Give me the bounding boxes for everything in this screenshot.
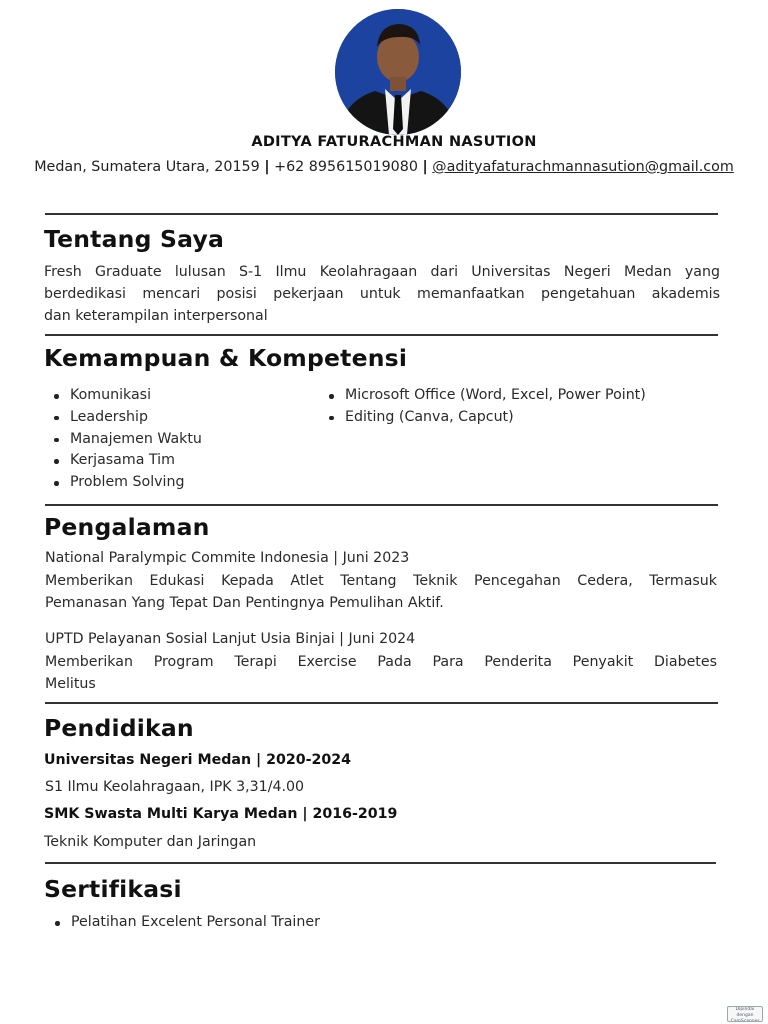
experience-description: [45, 651, 717, 695]
about-line: dan keterampilan interpersonal: [44, 308, 268, 324]
section-divider: [45, 702, 718, 704]
experience-org: UPTD Pelayanan Sosial Lanjut Usia Binjai | Juni 2024: [45, 631, 416, 647]
skill-item: Komunikasi: [45, 385, 202, 407]
section-divider: [45, 213, 718, 215]
certification-list: [46, 912, 320, 934]
section-title-education: Pendidikan: [44, 714, 194, 742]
education-detail: S1 Ilmu Keolahragaan, IPK 3,31/4.00: [45, 779, 305, 795]
section-divider: [45, 504, 718, 506]
separator: |: [422, 159, 428, 175]
section-divider: [45, 334, 718, 336]
about-line: Fresh Graduate lulusan S-1 Ilmu Keolahragaan dari Universitas Negeri Medan yang: [44, 264, 720, 280]
about-line: berdedikasi mencari posisi pekerjaan untuk memanfaatkan pengetahuan akademis: [44, 286, 720, 302]
watermark-line: CamScanner: [730, 1019, 760, 1022]
email-link[interactable]: @adityafaturachmannasution@gmail.com: [432, 159, 734, 175]
skill-item: Kerjasama Tim: [45, 450, 202, 472]
section-title-skills: Kemampuan & Kompetensi: [44, 344, 408, 372]
section-title-certification: Sertifikasi: [44, 875, 182, 903]
contact-line: [0, 159, 768, 175]
watermark-line: Dipindai dengan: [735, 1007, 755, 1018]
skill-item: Leadership: [45, 407, 202, 429]
section-title-about: Tentang Saya: [44, 225, 225, 253]
section-divider: [45, 862, 716, 864]
certification-item: Pelatihan Excelent Personal Trainer: [46, 912, 320, 934]
experience-line: Pemanasan Yang Tepat Dan Pentingnya Pemulihan Aktif.: [45, 595, 444, 611]
skill-item: Manajemen Waktu: [45, 429, 202, 451]
candidate-name: ADITYA FATURACHMAN NASUTION: [251, 134, 537, 150]
skill-item: Problem Solving: [45, 472, 202, 494]
location-text: Medan, Sumatera Utara, 20159: [34, 159, 260, 175]
skills-list-right: [320, 385, 646, 429]
separator: |: [264, 159, 270, 175]
experience-org: National Paralympic Commite Indonesia | Juni 2023: [45, 550, 410, 566]
camscanner-watermark: [727, 1006, 763, 1022]
experience-line: Memberikan Program Terapi Exercise Pada Para Penderita Penyakit Diabetes: [45, 654, 717, 670]
experience-description: [45, 570, 717, 614]
experience-line: Memberikan Edukasi Kepada Atlet Tentang Teknik Pencegahan Cedera, Termasuk: [45, 573, 717, 589]
skills-list-left: [45, 385, 202, 494]
experience-line: Melitus: [45, 676, 96, 692]
section-title-experience: Pengalaman: [44, 513, 210, 541]
education-detail: Teknik Komputer dan Jaringan: [44, 834, 257, 850]
skill-item: Microsoft Office (Word, Excel, Power Point): [320, 385, 646, 407]
about-paragraph: [44, 261, 720, 327]
phone-text: +62 895615019080: [274, 159, 418, 175]
profile-photo: [335, 9, 461, 135]
education-school: Universitas Negeri Medan | 2020-2024: [44, 752, 351, 768]
education-school: SMK Swasta Multi Karya Medan | 2016-2019: [44, 806, 398, 822]
skill-item: Editing (Canva, Capcut): [320, 407, 646, 429]
